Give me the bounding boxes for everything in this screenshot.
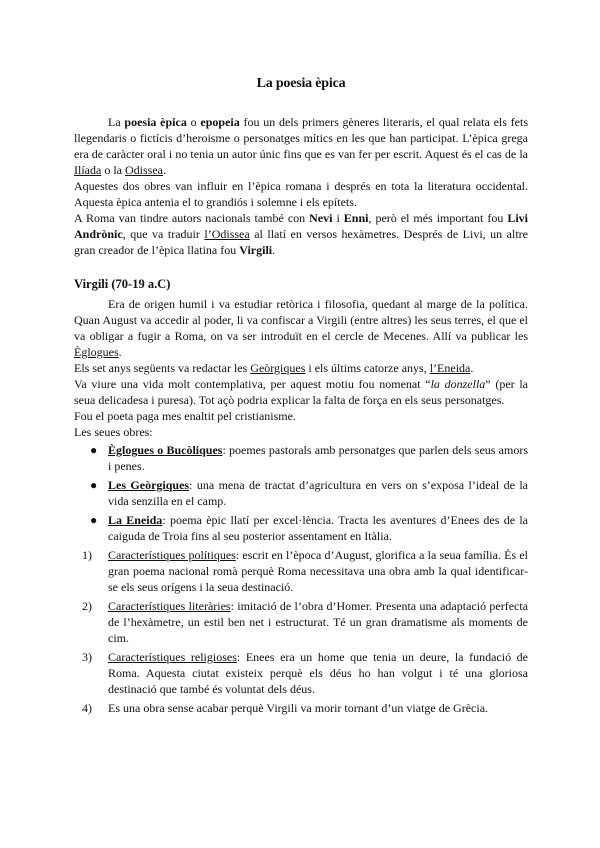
list-item-text: Característiques religioses: Enees era un home que tenia un deure, la fundació de Roma. Aquesta ciutat existeix perquè els déus ho han volgut i té una gloriosa destinació que també és voluntat dels déus. (108, 650, 528, 696)
list-item-text: Èglogues o Bucòliques: poemes pastorals amb personatges que parlen dels seus amors i penes. (108, 443, 528, 473)
text-run: Èglogues (74, 345, 119, 359)
document-body (74, 60, 528, 719)
text-run: Característiques religioses (108, 650, 237, 664)
text-run: epopeia (200, 115, 240, 129)
intro-paragraph-1: La poesia èpica o epopeia fou un dels primers gèneres literaris, el qual relata els fets llegendaris o fictícis d’heroisme o personatges mítics en les que han participat. L’èpica grega era de caràcter oral i no tenia un autor únic fins que es van fer per escrit. Aquest és el cas de la Ilíada o la Odissea. (74, 115, 529, 177)
text-run: Virgili (239, 243, 273, 257)
list-item-text: Característiques literàries: imitació de l’obra d’Homer. Presenta una adaptació perfecta de l’hexàmetre, un estil ben net i estructurat. Té un gran dramatisme als moments de cim. (108, 599, 529, 645)
list-number: 2) (82, 599, 92, 613)
list-item (82, 649, 528, 697)
list-item-text: Característiques polítiques: escrit en l’època d’August, glorifica a la seua família. És el gran poema nacional romà perquè Roma necessitava una obra amb la qual identificar-se els seus orígens i la seua destinació. (108, 548, 528, 594)
text-run: Ilíada (74, 163, 102, 177)
text-run: Èglogues o Bucòliques (108, 443, 223, 457)
list-item-text: Les Geòrgiques: una mena de tractat d’agricultura en vers on s’exposa l’ideal de la vida senzilla en el camp. (108, 478, 528, 508)
text-run: poesia èpica (124, 115, 187, 129)
bullet-icon: ● (90, 443, 98, 457)
section-paragraph-5: Les seues obres: (74, 425, 153, 439)
list-item (90, 442, 528, 474)
works-bullet-list (74, 442, 528, 544)
text-run: l’Odissea (204, 227, 250, 241)
list-item (82, 700, 528, 716)
section-paragraph-2: Els set anys següents va redactar les Geòrgiques i els últims catorze anys, l’Eneida. (74, 361, 474, 375)
text-run: Característiques polítiques (108, 548, 236, 562)
list-number: 3) (82, 650, 92, 664)
page-title: La poesia èpica (256, 76, 346, 91)
text-run: Les Geòrgiques (108, 478, 190, 492)
text-run: l’Eneida (429, 361, 471, 375)
text-run: Característiques literàries (108, 599, 231, 613)
list-item-text: La Eneida: poema èpic llatí per excel·lència. Tracta les aventures d’Enees des de la caiguda de Troia fins al seu posterior assentament en Itàlia. (108, 513, 529, 543)
list-item (82, 547, 528, 595)
list-number: 1) (82, 548, 92, 562)
characteristics-numbered-list (74, 547, 528, 716)
list-item (90, 477, 528, 509)
intro-paragraph-2: Aquestes dos obres van influir en l’èpica romana i després en tota la literatura occidental. Aquesta èpica antenia el to grandiós i solemne i els epítets. (74, 179, 528, 209)
text-run: Geòrgiques (250, 361, 306, 375)
list-item (82, 598, 529, 646)
text-run: Livi Andrònic (74, 211, 529, 241)
list-number: 4) (82, 701, 92, 715)
intro-paragraph-3: A Roma van tindre autors nacionals també con Nevi i Enni, però el més important fou Livi Andrònic, que va traduir l’Odissea al llatí en versos hexàmetres. Després de Livi, un altre gran creador de l’èpica llatina fou Virgili. (74, 211, 529, 257)
section-heading: Virgili (70-19 a.C) (74, 277, 171, 291)
list-item (90, 512, 529, 544)
text-run: Enni (343, 211, 369, 225)
section-paragraph-1: Era de origen humil i va estudiar retòrica i filosofia, quedant al marge de la política. Quan August va accedir al poder, li va confiscar a Virgili (entre altres) les seus terres, el que el va obligar a fugir a Roma, on va ser introduït en el cercle de Mecenes. Allí va publicar les Èglogues. (74, 297, 528, 359)
text-run: la donzella (430, 377, 486, 391)
bullet-icon: ● (90, 513, 98, 527)
section-paragraph-4: Fou el poeta paga mes enaltit pel cristianisme. (74, 409, 296, 423)
text-run: La Eneida (108, 513, 163, 527)
text-run: Odissea (125, 163, 163, 177)
text-run: Nevi (309, 211, 333, 225)
bullet-icon: ● (90, 478, 98, 492)
section-paragraph-3: Va viure una vida molt contemplativa, per aquest motiu fou nomenat “la donzella” (per la seua delicadesa i puresa). Tot açò podria explicar la falta de força en els seus personatges. (74, 377, 528, 407)
list-item-text: Es una obra sense acabar perquè Virgili va morir tornant d’un viatge de Grècia. (108, 701, 489, 715)
